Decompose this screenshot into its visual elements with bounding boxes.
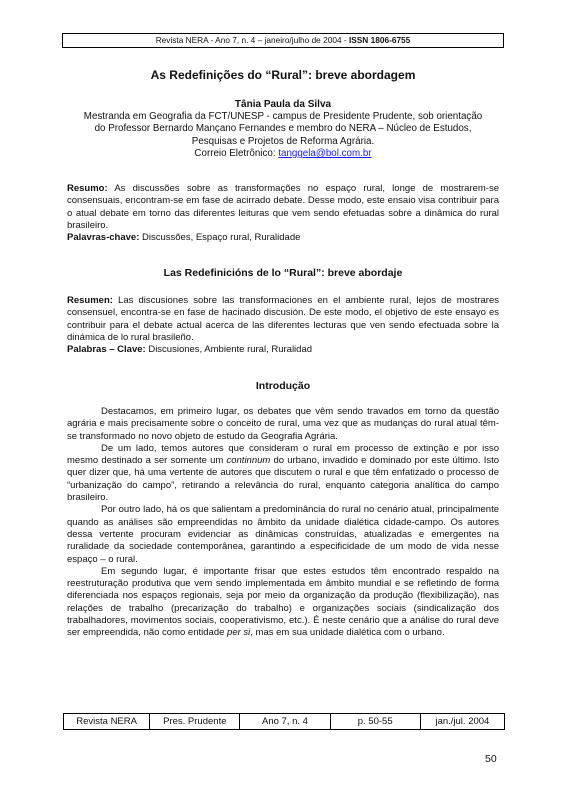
footer-city: Pres. Prudente — [150, 714, 240, 729]
abstract-es-label: Resumen: — [67, 295, 113, 306]
footer-date: jan./jul. 2004 — [435, 716, 490, 727]
affiliation-line-2: do Professor Bernardo Mançano Fernandes e membro do NERA – Núcleo de Estudos, — [94, 123, 472, 135]
intro-body — [67, 406, 499, 640]
intro-paragraph-1: Destacamos, em primeiro lugar, os debates que vêm sendo travados em torno da questão agrária e mais precisamente sobre o conceito de rural, uma vez que as mudanças do rural atual têm-se transformado no novo objeto de estudo da Geografia Agrária. — [67, 406, 499, 442]
intro-p2-text-a: De um lado, temos autores que consideram o rural em processo de extinção e por isso mesmo destinado a ser somente um — [67, 442, 499, 467]
journal-header — [62, 33, 504, 48]
article-title: As Redefinições do “Rural”: breve abordagem — [150, 68, 416, 82]
email-link[interactable]: tanggela@bol.com.br — [278, 148, 372, 160]
affiliation-line-3: Pesquisas e Projetos de Reforma Agrária. — [191, 135, 375, 147]
keywords-es-label: Palabras – Clave: — [67, 344, 146, 356]
intro-paragraph-2 — [67, 443, 499, 504]
footer-journal: Revista NERA — [64, 714, 150, 729]
author-affiliation — [72, 111, 494, 161]
keywords-es — [67, 344, 499, 356]
intro-p4-text-a: Em segundo lugar, é importante frisar que estes estudos têm encontrado respaldo na reestruturação produtiva que vem sendo implementada em âmbito mundial e se refletindo de forma diferenciada nos espaços regionais, seja por meio da organização da produção (flexibilização), nas relações de trabalho (precarização do trabalho) e organizações sociais (sindicalização dos trabalhadores, movimentos sociais, cooperativismo, etc.). É neste cenário que a análise do rural deve ser empreendida, não como entidade — [67, 565, 499, 639]
intro-paragraph-4 — [67, 566, 499, 640]
keywords-pt — [67, 232, 499, 244]
footer-issue: Ano 7, n. 4 — [240, 714, 330, 729]
abstract-es-title: Las Redefinicións de lo “Rural”: breve abordaje — [163, 267, 403, 279]
keywords-pt-label: Palavras-chave: — [67, 232, 140, 244]
keywords-pt-text: Discussões, Espaço rural, Ruralidade — [139, 232, 301, 244]
journal-header-text: Revista NERA - Ano 7, n. 4 – janeiro/julho de 2004 - — [155, 35, 349, 45]
keywords-es-text: Discusiones, Ambiente rural, Ruralidad — [145, 344, 313, 356]
intro-p4-text-b: , mas em sua unidade dialética com o urbano. — [250, 627, 445, 639]
intro-p2-text-b: do urbano, invadido e dominado por este último. Isto quer dizer que, há uma vertente de autores que discutem o rural e que têm enfatizado o processo de “urbanização do campo”, retirando a relevância do rural, enquanto categoria analítica do campo brasileiro. — [67, 455, 500, 504]
affiliation-line-1: Mestranda em Geografia da FCT/UNESP - campus de Presidente Prudente, sob orientação — [83, 111, 483, 122]
abstract-pt-paragraph — [67, 183, 499, 232]
abstract-es — [67, 295, 499, 356]
email-label: Correio Eletrônico: — [194, 148, 279, 160]
page-number: 50 — [485, 753, 497, 765]
issn: ISSN 1806-6755 — [348, 35, 411, 45]
footer-pages: p. 50-55 — [331, 714, 421, 729]
intro-title: Introdução — [255, 380, 311, 392]
abstract-pt-label: Resumo: — [67, 183, 108, 194]
footer-table — [63, 713, 505, 730]
abstract-es-paragraph — [67, 295, 499, 344]
intro-p4-italic: per si — [227, 627, 251, 639]
author-name: Tânia Paula da Silva — [234, 99, 332, 110]
intro-paragraph-3: Por outro lado, há os que salientam a predominância do rural no cenário atual, principalmente quando as análises são empreendidas no âmbito da unidade dialética cidade-campo. Os autores dessa vertente procuram evidenciar as dinâmicas construídas, atualizadas e emergentes na ruralidade da sociedade contemporânea, garantindo a especificidade de um modo de vida nesse espaço – o rural. — [67, 504, 499, 565]
email-line — [72, 148, 494, 160]
intro-p2-italic: continnum — [226, 455, 271, 467]
abstract-pt-text: As discussões sobre as transformações no espaço rural, longe de mostrarem-se consensuais, encontram-se em fase de acirrado debate. Desse modo, este ensaio visa contribuir para o atual debate em torno das diferentes leituras que vem sendo efetuadas sobre a dinâmica do rural brasileiro. — [67, 183, 499, 231]
abstract-pt — [67, 183, 499, 244]
abstract-es-text: Las discusiones sobre las transformaciones en el ambiente rural, lejos de mostrares consensuel, encontra-se en fase de hacinado discusión. De este modo, el objetivo de este ensayo es contribuir para el debate actual acerca de las diferentes lecturas que ven sendo efectuada sobre la dinámica de lo rural brasileño. — [67, 295, 499, 343]
